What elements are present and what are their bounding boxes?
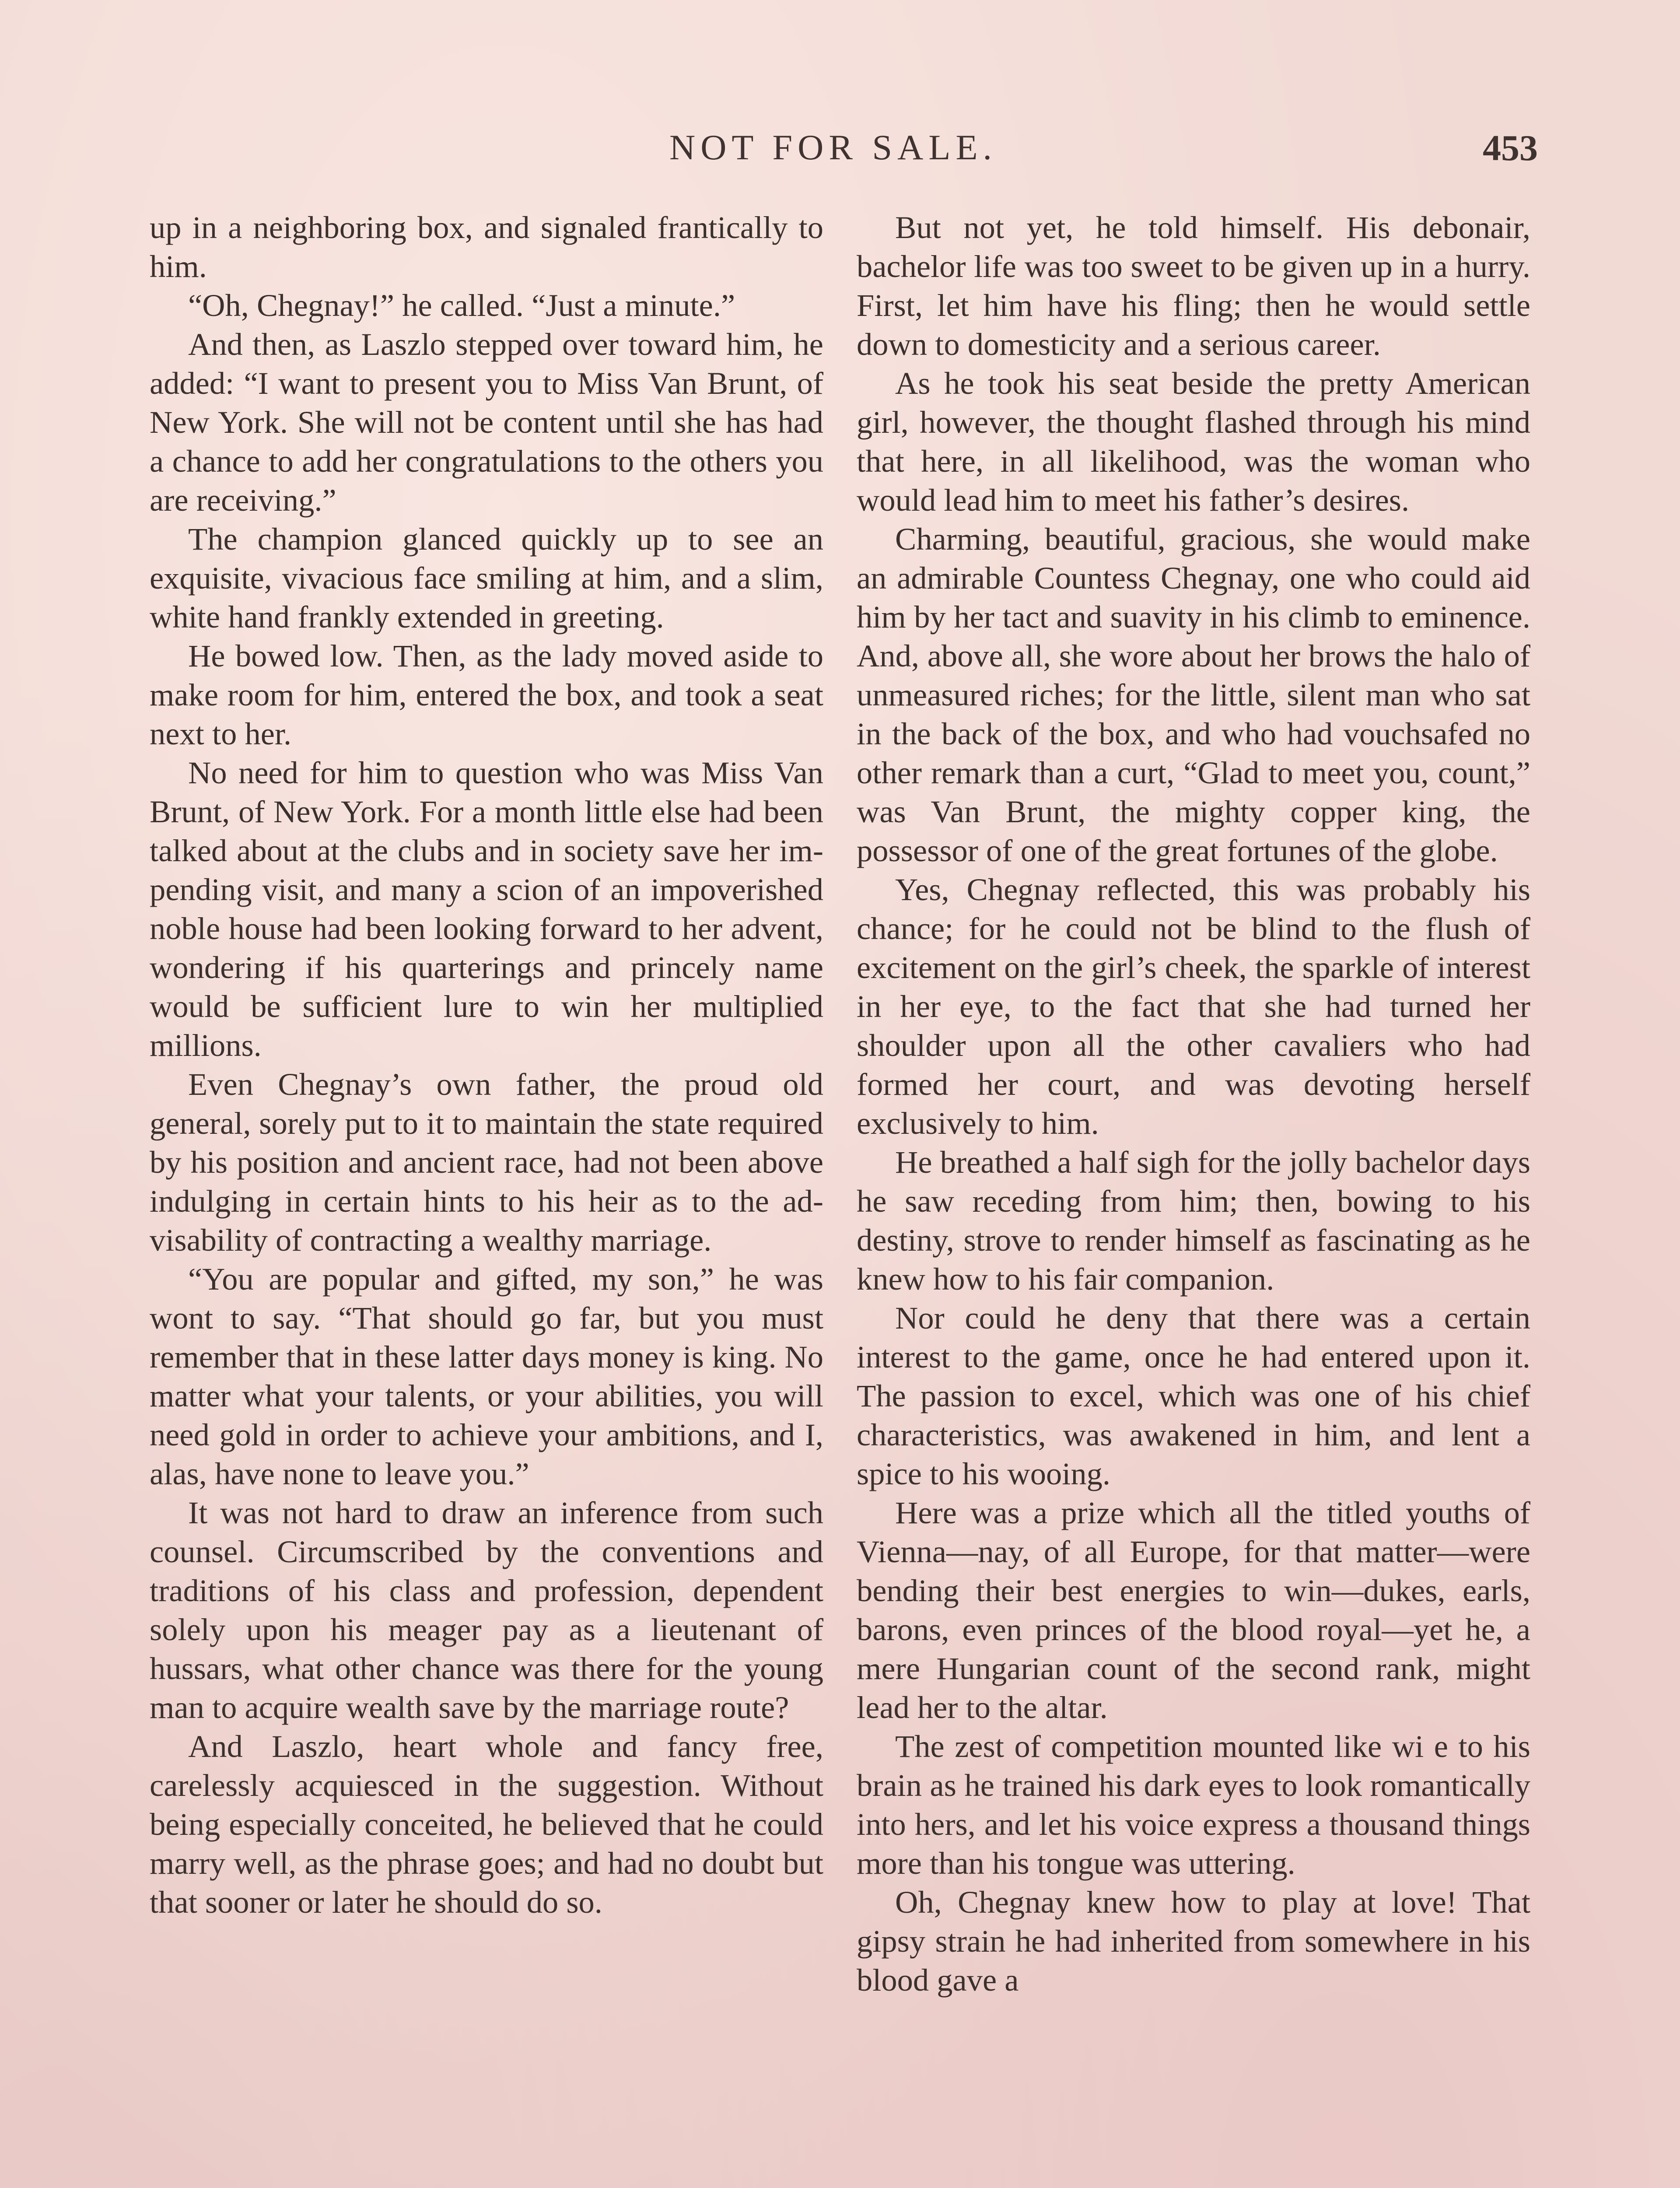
paragraph: Charming, beautiful, gracious, she would make an admirable Countess Chegnay, one who could aid him by her tact and suavity in his climb to eminence. And, above all, she wore about her brows the halo of unmeasured riches; for the little, silent man who sat in the back of the box, and who had vouchsafed no other remark than a curt, “Glad to meet you, count,” was Van Brunt, the mighty copper king, the possessor of one of the great fortunes of the globe. (857, 521, 1530, 868)
paragraph: He bowed low. Then, as the lady moved aside to make room for him, entered the box, and took a seat next to her. (150, 638, 823, 751)
running-title: NOT FOR SALE. (669, 127, 998, 167)
right-column (857, 208, 1530, 1999)
page-number: 453 (1483, 128, 1538, 168)
paragraph: The zest of competition mounted like wi e to his brain as he trained his dark eyes to look romantically into hers, and let his voice express a thousand things more than his tongue was uttering. (857, 1729, 1530, 1881)
paragraph: But not yet, he told himself. His debonair, bachelor life was too sweet to be given up in a hurry. First, let him have his fling; then he would settle down to domesticity and a serious career. (857, 210, 1530, 362)
paragraph: And then, as Laszlo stepped over toward him, he added: “I want to present you to Miss Van Brunt, of New York. She will not be content until she has had a chance to add her congratulations to the others you are receiving.” (150, 326, 823, 518)
paragraph: The champion glanced quickly up to see an exquisite, vivacious face smiling at him, and a slim, white hand frankly extended in greeting. (150, 521, 823, 635)
left-column (150, 208, 823, 1922)
paragraph: Even Chegnay’s own father, the proud old general, sorely put to it to maintain the state required by his position and ancient race, had not been above indulging in certain hints to his heir as to the advisability of contracting a wealthy marriage. (150, 1066, 823, 1258)
paragraph: “Oh, Chegnay!” he called. “Just a minute.” (188, 288, 735, 323)
paragraph: up in a neighboring box, and signaled frantically to him. (150, 210, 823, 284)
paragraph: Nor could he deny that there was a certain interest to the game, once he had entered upon it. The passion to excel, which was one of his chief characteristics, was awakened in him, and lent a spice to his wooing. (857, 1300, 1530, 1491)
paragraph: Yes, Chegnay reflected, this was probably his chance; for he could not be blind to the flush of excitement on the girl’s cheek, the sparkle of interest in her eye, to the fact that she had turned her shoulder upon all the other cavaliers who had formed her court, and was devoting herself exclusively to him. (857, 872, 1530, 1141)
paragraph: “You are popular and gifted, my son,” he was wont to say. “That should go far, but you must remember that in these latter days money is king. No matter what your talents, or your abilities, you will need gold in order to achieve your ambitions, and I, alas, have none to leave you.” (150, 1261, 823, 1491)
paragraph: He breathed a half sigh for the jolly bachelor days he saw receding from him; then, bowing to his destiny, strove to render himself as fascinating as he knew how to his fair companion. (857, 1144, 1530, 1297)
paragraph: And Laszlo, heart whole and fancy free, carelessly acquiesced in the suggestion. Without being especially conceited, he believed that he could marry well, as the phrase goes; and had no doubt but that sooner or later he should do so. (150, 1729, 823, 1920)
paragraph: No need for him to question who was Miss Van Brunt, of New York. For a month little else had been talked about at the clubs and in society save her impending visit, and many a scion of an impoverished noble house had been looking forward to her advent, wondering if his quarterings and princely name would be sufficient lure to win her multiplied millions. (150, 755, 823, 1063)
paragraph: Oh, Chegnay knew how to play at love! That gipsy strain he had inherited from somewhere in his blood gave a (857, 1884, 1530, 1998)
paragraph: As he took his seat beside the pretty American girl, however, the thought flashed through his mind that here, in all likelihood, was the woman who would lead him to meet his father’s desires. (857, 365, 1530, 518)
paragraph: It was not hard to draw an inference from such counsel. Circumscribed by the conventions and traditions of his class and profession, dependent solely upon his meager pay as a lieutenant of hussars, what other chance was there for the young man to acquire wealth save by the marriage route? (150, 1495, 823, 1725)
paragraph: Here was a prize which all the titled youths of Vienna—nay, of all Europe, for that matter—were bending their best energies to win—dukes, earls, barons, even princes of the blood royal—yet he, a mere Hungarian count of the second rank, might lead her to the altar. (857, 1495, 1530, 1725)
